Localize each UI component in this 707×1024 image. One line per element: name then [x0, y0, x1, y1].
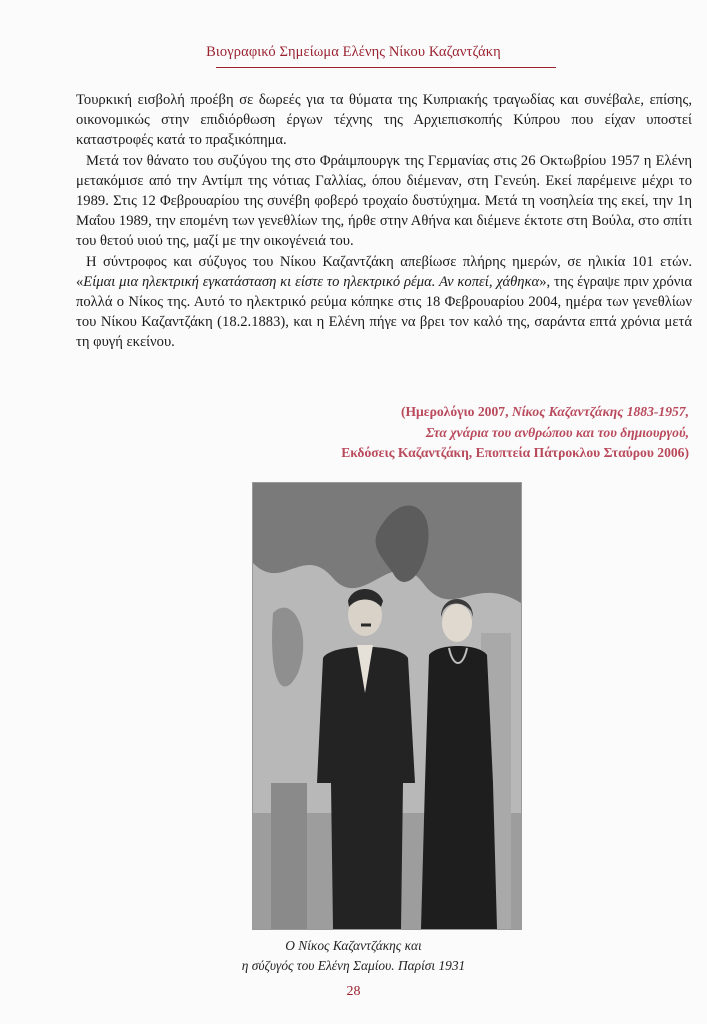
paragraph-3-end: », της έγραψε πριν χρόνια πολλά ο Νίκος της. Αυτό το ηλεκτρικό ρεύμα κόπηκε στις 18 Φεβρουαρίου 2004, ημέρα των γενεθλίων του Νίκου Καζαντζάκη (18.2.1883), και η Ελένη πήγε να βρει τον καλό της, σαράντα επτά χρόνια μετά τη φυγή εκείνου. [76, 273, 692, 351]
photo-caption [0, 936, 707, 975]
paragraph-3 [76, 252, 692, 353]
paragraph-2: Μετά τον θάνατο του συζύγου της στο Φράιμπουργκ της Γερμανίας στις 26 Οκτωβρίου 1957 η Ελένη μετακόμισε από την Αντίμπ της νότιας Γαλλίας, όπου διέμεναν, στη Γενεύη. Εκεί παρέμεινε μέχρι το 1989. Στις 12 Φεβρουαρίου της συνέβη φοβερό τροχαίο δυστύχημα. Μετά τη νοσηλεία της εκεί, την 1η Μαΐου 1989, την επομένη των γενεθλίων της, ήρθε στην Αθήνα και διέμενε έκτοτε στη Βούλα, στο σπίτι του θετού υιού της, μαζί με την οικογένειά του. [76, 152, 692, 250]
body-text [76, 90, 692, 353]
citation-subtitle: Στα χνάρια του ανθρώπου και του δημιουργού, [425, 424, 689, 440]
citation-publisher: Εκδόσεις Καζαντζάκη, Εποπτεία Πάτροκλου Σταύρου 2006) [341, 445, 689, 460]
paragraph-1: Τουρκική εισβολή προέβη σε δωρεές για τα θύματα της Κυπριακής τραγωδίας και συνέβαλε, επίσης, οικονομικώς στην επιδιόρθωση έργων τέχνης της Αρχιεπισκοπής Κύπρου που είχαν υποστεί καταστροφές κατά το πραξικόπημα. [76, 92, 692, 149]
page-number: 28 [346, 984, 361, 999]
kazantzakis-quote: Είμαι μια ηλεκτρική εγκατάσταση κι είστε το ηλεκτρικό ρέμα. Αν κοπεί, χάθηκα [83, 273, 540, 290]
couple-photo [252, 482, 522, 930]
citation-title: Νίκος Καζαντζάκης 1883-1957, [511, 404, 689, 419]
citation-source: (Ημερολόγιο 2007, [400, 404, 512, 419]
couple-photo-illustration [253, 483, 521, 929]
paragraph-3-start: Η σύντροφος και σύζυγος του Νίκου Καζαντζάκη απεβίωσε πλήρης ημερών, σε ηλικία 101 ετών. « [76, 253, 692, 290]
citation-line-1 [209, 402, 689, 423]
header-rule [216, 67, 556, 68]
citation [209, 402, 689, 464]
photo-caption-line-2: η σύζυγός του Ελένη Σαμίου. Παρίσι 1931 [241, 957, 466, 973]
running-title: Βιογραφικό Σημείωμα Ελένης Νίκου Καζαντζάκη [206, 44, 501, 60]
photo-caption-line-1: Ο Νίκος Καζαντζάκης και [285, 938, 422, 953]
